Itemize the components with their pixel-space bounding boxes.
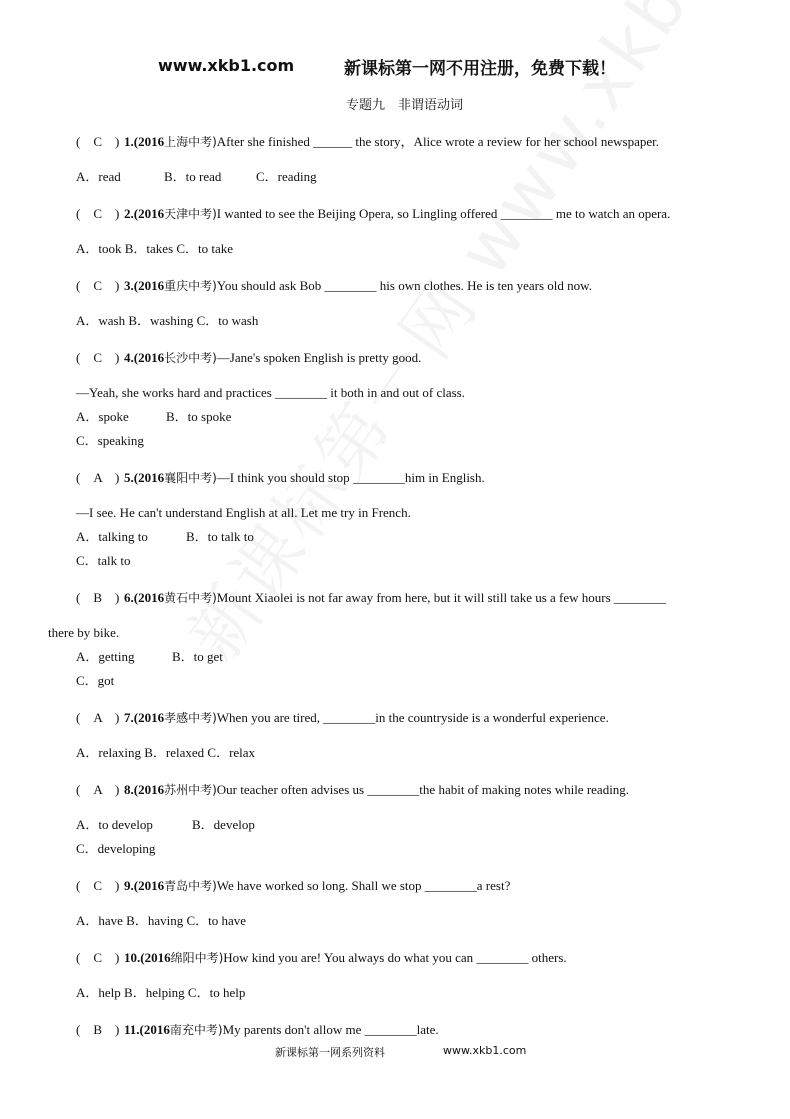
question-5-options-2: [76, 553, 131, 569]
question-source: 襄阳中考): [164, 471, 217, 485]
question-number: 9.(2016: [124, 878, 165, 893]
question-text: —Jane's spoken English is pretty good.: [216, 350, 422, 365]
option: A．took B．takes C．to take: [76, 241, 234, 256]
option: C．got: [76, 673, 115, 688]
question-number: 6.(2016: [124, 590, 165, 605]
question-source: 重庆中考): [164, 279, 217, 293]
question-number: 10.(2016: [124, 950, 171, 965]
question-10: [76, 950, 567, 966]
question-text: We have worked so long. Shall we stop ________a rest?: [216, 878, 511, 893]
option: C．developing: [76, 841, 156, 856]
answer-paren: ( B ): [76, 1022, 120, 1037]
footer-text: 新课标第一网系列资料: [275, 1046, 385, 1059]
question-source: 绵阳中考): [170, 951, 224, 965]
question-6-continuation: there by bike.: [48, 625, 120, 640]
answer-paren: ( C ): [76, 134, 120, 149]
question-source: 天津中考): [164, 207, 217, 221]
question-3: [76, 278, 592, 294]
question-3-options: [76, 313, 258, 329]
question-9: [76, 878, 510, 894]
question-2-options: [76, 241, 233, 257]
question-source: 孝感中考): [164, 711, 217, 725]
question-source: 青岛中考): [164, 879, 217, 893]
question-number: 4.(2016: [124, 350, 165, 365]
question-6-options-2: [76, 673, 114, 689]
option: A．getting: [76, 649, 135, 664]
question-source: 南充中考): [169, 1023, 223, 1037]
option: A．have B．having C．to have: [76, 913, 247, 928]
question-11: [76, 1022, 439, 1038]
question-text: You should ask Bob ________ his own clothes. He is ten years old now.: [216, 278, 592, 293]
answer-paren: ( C ): [76, 278, 120, 293]
answer-letter: C: [93, 878, 103, 893]
answer-paren: ( C ): [76, 350, 120, 365]
question-text: When you are tired, ________in the countryside is a wonderful experience.: [216, 710, 609, 725]
answer-paren: ( C ): [76, 206, 120, 221]
question-1: [76, 134, 659, 150]
option: B．to get: [172, 649, 223, 664]
question-text: Mount Xiaolei is not far away from here, but it will still take us a few hours ________: [216, 590, 666, 605]
question-text: Our teacher often advises us ________the habit of making notes while reading.: [216, 782, 630, 797]
header-site-link[interactable]: www.xkb1.com: [158, 56, 295, 75]
option: A．to develop: [76, 817, 153, 832]
question-8: [76, 782, 629, 798]
question-text: I wanted to see the Beijing Opera, so Lingling offered ________ me to watch an opera.: [216, 206, 671, 221]
answer-letter: C: [93, 206, 103, 221]
question-source: 黄石中考): [164, 591, 217, 605]
question-number: 5.(2016: [124, 470, 165, 485]
option: A．talking to: [76, 529, 148, 544]
option: B．to talk to: [186, 529, 254, 544]
answer-paren: ( A ): [76, 710, 120, 725]
question-number: 1.(2016: [124, 134, 165, 149]
question-number: 11.(2016: [124, 1022, 170, 1037]
answer-paren: ( A ): [76, 470, 120, 485]
option: C．reading: [256, 169, 317, 184]
answer-letter: A: [93, 470, 103, 485]
option: B．to spoke: [166, 409, 232, 424]
option: B．develop: [192, 817, 255, 832]
question-1-options: [76, 169, 317, 185]
page-footer: [275, 1044, 527, 1060]
question-6: [76, 590, 666, 606]
watermark: [160, 0, 790, 678]
question-7-options: [76, 745, 255, 761]
question-8-options-2: [76, 841, 155, 857]
answer-letter: C: [93, 278, 103, 293]
option: C．talk to: [76, 553, 131, 568]
question-8-options: [76, 817, 255, 833]
option: A．wash B．washing C．to wash: [76, 313, 259, 328]
answer-letter: A: [93, 782, 103, 797]
answer-letter: C: [93, 350, 103, 365]
question-5-options: [76, 529, 254, 545]
question-4-continuation: —Yeah, she works hard and practices ________ it both in and out of class.: [76, 385, 465, 400]
footer-link[interactable]: www.xkb1.com: [443, 1044, 527, 1057]
page-header: [0, 54, 790, 80]
question-10-options: [76, 985, 245, 1001]
option: A．help B．helping C．to help: [76, 985, 246, 1000]
question-text: —I think you should stop ________him in English.: [216, 470, 485, 485]
answer-paren: ( B ): [76, 590, 120, 605]
question-5-continuation: —I see. He can't understand English at all. Let me try in French.: [76, 505, 411, 520]
answer-letter: B: [93, 1022, 103, 1037]
answer-paren: ( C ): [76, 950, 120, 965]
answer-paren: ( C ): [76, 878, 120, 893]
question-6-options: [76, 649, 223, 665]
question-number: 7.(2016: [124, 710, 165, 725]
question-7: [76, 710, 609, 726]
option: A．spoke: [76, 409, 129, 424]
question-9-options: [76, 913, 246, 929]
question-number: 2.(2016: [124, 206, 165, 221]
question-4-options: [76, 409, 231, 425]
question-source: 上海中考): [164, 135, 217, 149]
question-source: 苏州中考): [164, 783, 217, 797]
question-text: After she finished ______ the story，Alice wrote a review for her school newspaper.: [216, 134, 660, 149]
answer-letter: C: [93, 950, 103, 965]
option: A．read: [76, 169, 121, 184]
answer-letter: C: [93, 134, 103, 149]
question-4: [76, 350, 421, 366]
answer-paren: ( A ): [76, 782, 120, 797]
question-2: [76, 206, 670, 222]
option: A．relaxing B．relaxed C．relax: [76, 745, 256, 760]
question-source: 长沙中考): [164, 351, 217, 365]
option: B．to read: [164, 169, 222, 184]
option: C．speaking: [76, 433, 144, 448]
answer-letter: B: [93, 590, 103, 605]
header-slogan: 新课标第一网不用注册，免费下载！: [344, 59, 616, 79]
question-number: 3.(2016: [124, 278, 165, 293]
question-number: 8.(2016: [124, 782, 165, 797]
question-4-options-2: [76, 433, 144, 449]
question-5: [76, 470, 485, 486]
answer-letter: A: [93, 710, 103, 725]
question-text: My parents don't allow me ________late.: [222, 1022, 439, 1037]
question-text: How kind you are! You always do what you can ________ others.: [223, 950, 567, 965]
page-title: 专题九 非谓语动词: [346, 98, 464, 113]
